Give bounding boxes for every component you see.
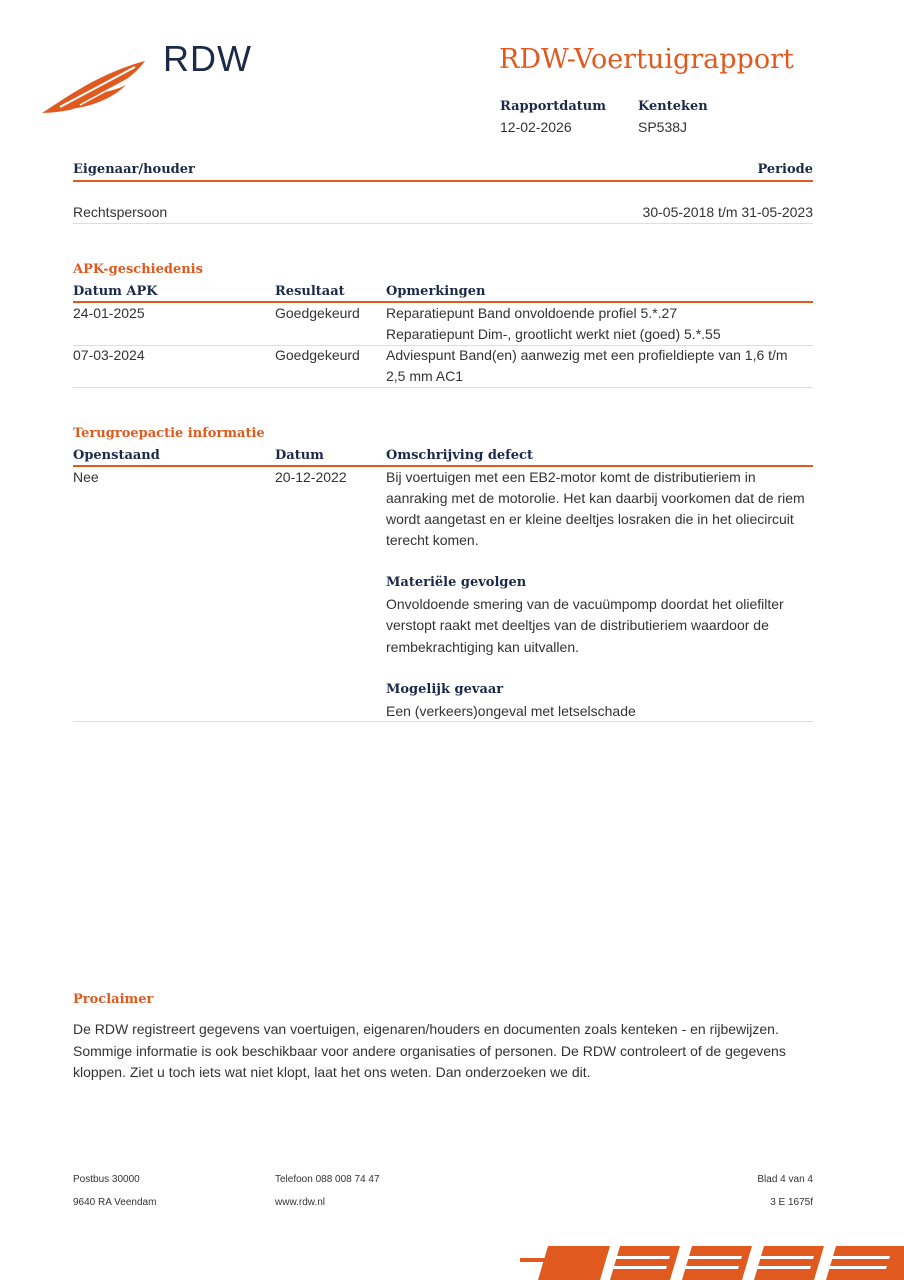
recall-col-date: Datum — [275, 448, 324, 463]
recall-defect-line: terecht komen. — [386, 532, 479, 548]
owner-label: Eigenaar/houder — [73, 162, 195, 177]
consequences-label: Materiële gevolgen — [386, 575, 527, 590]
apk-row-result: Goedgekeurd — [275, 305, 360, 321]
proclaimer-line: kloppen. Ziet u toch iets wat niet klopt, laat het ons weten. Dan onderzoeken we dit. — [73, 1064, 591, 1080]
report-date: 12-02-2026 — [500, 119, 572, 135]
proclaimer-line: Sommige informatie is ook beschikbaar voor andere organisaties of personen. De RDW controleert of de gegevens — [73, 1043, 786, 1059]
recall-section-title: Terugroepactie informatie — [73, 426, 265, 441]
apk-header-divider — [73, 301, 813, 303]
apk-row-date: 24-01-2025 — [73, 305, 145, 321]
recall-bottom-rule — [73, 721, 813, 722]
apk-row-divider — [73, 387, 813, 388]
apk-row-date: 07-03-2024 — [73, 347, 145, 363]
apk-row-note: 2,5 mm AC1 — [386, 368, 464, 384]
footer-code: 3 E 1675f — [770, 1197, 813, 1208]
footer-phone: Telefoon 088 008 74 47 — [275, 1174, 380, 1185]
rdw-logo-icon — [40, 55, 150, 117]
period-label: Periode — [757, 162, 813, 177]
footer-web[interactable]: www.rdw.nl — [275, 1197, 326, 1208]
recall-defect-line: wordt aangetast en er kleine deeltjes losraken die in het oliecircuit — [386, 511, 794, 527]
apk-row-note: Adviespunt Band(en) aanwezig met een profieldiepte van 1,6 t/m — [386, 347, 788, 363]
report-title: RDW-Voertuigrapport — [499, 44, 794, 75]
owner-value: Rechtspersoon — [73, 204, 168, 220]
proclaimer-title: Proclaimer — [73, 992, 154, 1007]
apk-col-notes: Opmerkingen — [386, 284, 486, 299]
plate-label: Kenteken — [638, 99, 708, 114]
recall-date: 20-12-2022 — [275, 469, 347, 485]
owner-divider — [73, 180, 813, 182]
consequences-line: verstopt raakt met deeltjes van de distributieriem waardoor de — [386, 617, 769, 633]
owner-bottom-rule — [73, 223, 813, 224]
recall-open: Nee — [73, 469, 99, 485]
apk-col-date: Datum APK — [73, 284, 158, 299]
recall-header-divider — [73, 465, 813, 467]
recall-col-open: Openstaand — [73, 448, 160, 463]
apk-row-note: Reparatiepunt Dim-, grootlicht werkt niet (goed) 5.*.55 — [386, 326, 721, 342]
consequences-line: Onvoldoende smering van de vacuümpomp doordat het oliefilter — [386, 596, 784, 612]
apk-row-note: Reparatiepunt Band onvoldoende profiel 5.*.27 — [386, 305, 678, 321]
apk-row-result: Goedgekeurd — [275, 347, 360, 363]
danger-label: Mogelijk gevaar — [386, 682, 504, 697]
footer-city: 9640 RA Veendam — [73, 1197, 157, 1208]
consequences-line: rembekrachtiging kan uitvallen. — [386, 639, 579, 655]
footer-postbus: Postbus 30000 — [73, 1174, 140, 1185]
recall-defect-line: Bij voertuigen met een EB2-motor komt de distributieriem in — [386, 469, 756, 485]
logo-text: RDW — [163, 38, 252, 79]
footer-page: Blad 4 van 4 — [757, 1174, 813, 1185]
danger-value: Een (verkeers)ongeval met letselschade — [386, 703, 636, 719]
recall-col-defect: Omschrijving defect — [386, 448, 533, 463]
report-date-label: Rapportdatum — [500, 99, 606, 114]
proclaimer-line: De RDW registreert gegevens van voertuigen, eigenaren/houders en documenten zoals kenteken - en rijbewijzen. — [73, 1021, 779, 1037]
apk-section-title: APK-geschiedenis — [73, 262, 203, 277]
decorative-stripes-icon — [520, 1244, 904, 1280]
plate-value: SP538J — [638, 119, 688, 135]
apk-col-result: Resultaat — [275, 284, 345, 299]
owner-period: 30-05-2018 t/m 31-05-2023 — [642, 204, 813, 220]
apk-row-divider — [73, 345, 813, 346]
recall-defect-line: aanraking met de motorolie. Het kan daarbij voorkomen dat de riem — [386, 490, 805, 506]
